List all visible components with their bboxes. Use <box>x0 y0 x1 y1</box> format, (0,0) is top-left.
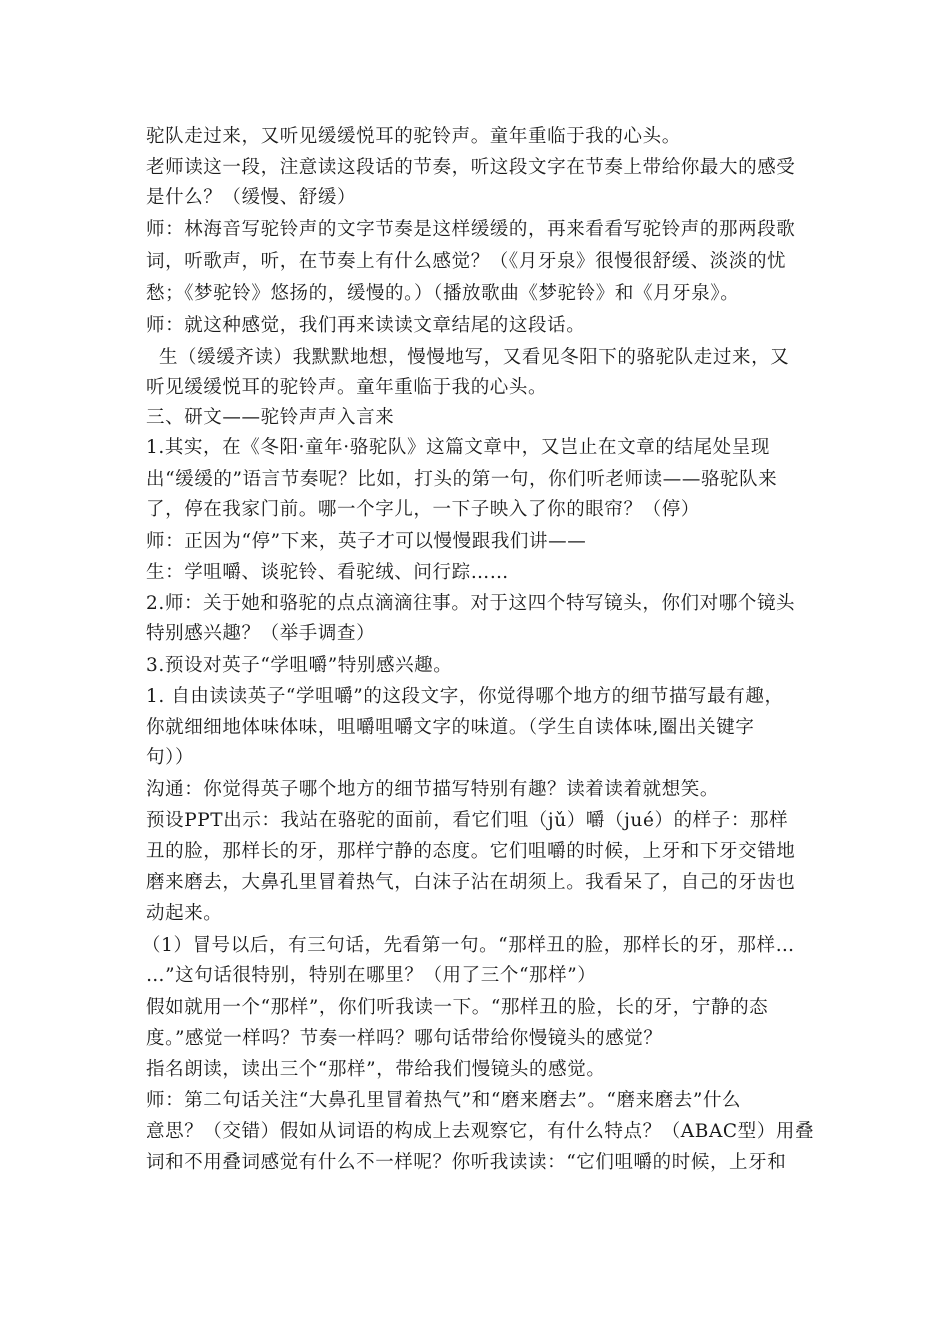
text-line: 师：就这种感觉，我们再来读读文章结尾的这段话。 <box>146 315 586 336</box>
text-line: 1.其实，在《冬阳·童年·骆驼队》这篇文章中，又岂止在文章的结尾处呈现 <box>146 437 770 458</box>
text-line: 意思？（交错）假如从词语的构成上去观察它，有什么特点？（ABAC型）用叠 <box>146 1121 815 1142</box>
text-line: （1）冒号以后，有三句话，先看第一句。“那样丑的脸，那样长的牙，那样… <box>142 935 795 956</box>
text-line: 动起来。 <box>146 903 223 924</box>
text-line: 师：正因为“停”下来，英子才可以慢慢跟我们讲—— <box>146 531 587 552</box>
text-line: 丑的脸，那样长的牙，那样宁静的态度。它们咀嚼的时候，上牙和下牙交错地 <box>146 841 796 862</box>
text-line: 特别感兴趣？（举手调查） <box>146 623 376 644</box>
text-line: 老师读这一段，注意读这段话的节奏，听这段文字在节奏上带给你最大的感受 <box>146 157 796 178</box>
text-line: …”这句话很特别，特别在哪里？（用了三个“那样”） <box>146 965 597 986</box>
text-line: 指名朗读，读出三个“那样”，带给我们慢镜头的感觉。 <box>146 1059 606 1080</box>
text-line: 度。”感觉一样吗？节奏一样吗？哪句话带给你慢镜头的感觉？ <box>146 1028 663 1049</box>
text-line: 1. 自由读读英子“学咀嚼”的这段文字，你觉得哪个地方的细节描写最有趣， <box>146 686 784 707</box>
text-line: 假如就用一个“那样”，你们听我读一下。“那样丑的脸，长的牙，宁静的态 <box>146 997 769 1018</box>
text-line: 预设PPT出示：我站在骆驼的面前，看它们咀（jǔ）嚼（jué）的样子：那样 <box>146 810 789 831</box>
text-line: 愁；《梦驼铃》悠扬的，缓慢的。）（播放歌曲《梦驼铃》和《月牙泉》。 <box>146 283 740 304</box>
text-line: 师：第二句话关注“大鼻孔里冒着热气”和“磨来磨去”。“磨来磨去”什么 <box>146 1090 742 1111</box>
text-line: 生（缓缓齐读）我默默地想，慢慢地写，又看见冬阳下的骆驼队走过来，又 <box>146 347 790 368</box>
text-line: 师：林海音写驼铃声的文字节奏是这样缓缓的，再来看看写驼铃声的那两段歌 <box>146 219 796 240</box>
text-line: 3.预设对英子“学咀嚼”特别感兴趣。 <box>146 655 453 676</box>
text-line: 词，听歌声，听，在节奏上有什么感觉？（《月牙泉》很慢很舒缓、淡淡的忧 <box>146 251 787 272</box>
text-line: 句）） <box>146 747 195 768</box>
section-heading: 三、研文——驼铃声声入言来 <box>146 407 395 428</box>
text-line: 磨来磨去，大鼻孔里冒着热气，白沫子沾在胡须上。我看呆了，自己的牙齿也 <box>146 872 796 893</box>
text-line: 词和不用叠词感觉有什么不一样呢？你听我读读：“它们咀嚼的时候，上牙和 <box>146 1152 787 1173</box>
text-line: 听见缓缓悦耳的驼铃声。童年重临于我的心头。 <box>146 377 548 398</box>
text-line: 出“缓缓的”语言节奏呢？比如，打头的第一句，你们听老师读——骆驼队来 <box>146 469 778 490</box>
text-line: 2.师：关于她和骆驼的点点滴滴往事。对于这四个特写镜头，你们对哪个镜头 <box>146 593 796 614</box>
text-line: 驼队走过来，又听见缓缓悦耳的驼铃声。童年重临于我的心头。 <box>146 126 681 147</box>
text-line: 生：学咀嚼、谈驼铃、看驼绒、问行踪…… <box>146 562 509 583</box>
text-line: 是什么？（缓慢、舒缓） <box>146 187 357 208</box>
text-line: 你就细细地体味体味，咀嚼咀嚼文字的味道。（学生自读体味,圈出关键字 <box>146 717 755 738</box>
text-line: 沟通：你觉得英子哪个地方的细节描写特别有趣？读着读着就想笑。 <box>146 779 720 800</box>
text-line: 了，停在我家门前。哪一个字儿，一下子映入了你的眼帘？（停） <box>146 499 700 520</box>
